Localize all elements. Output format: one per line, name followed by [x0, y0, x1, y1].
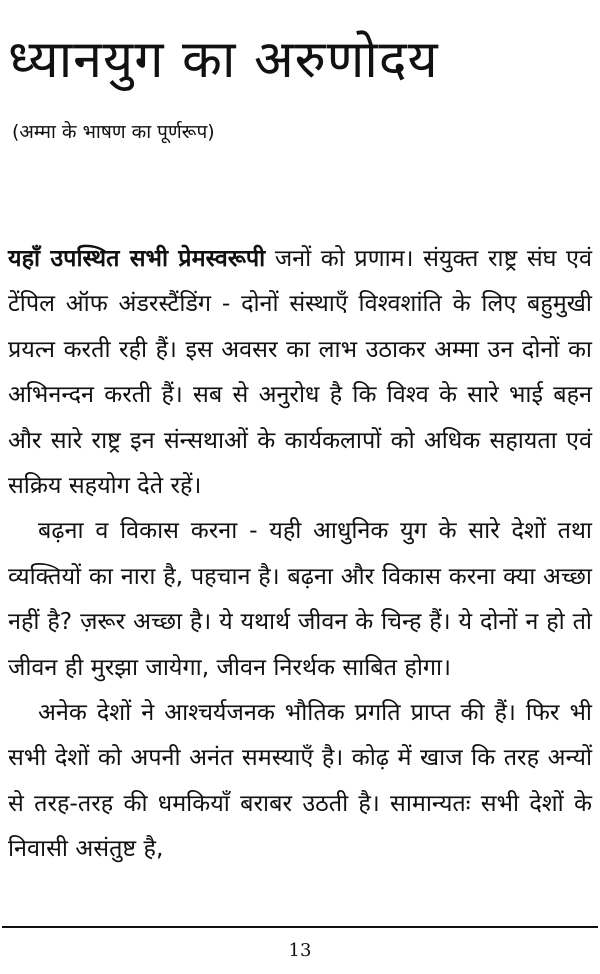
- paragraph-1: [8, 236, 592, 508]
- paragraph-lead-bold: यहाँ उपस्थित सभी प्रेमस्वरूपी: [8, 244, 266, 272]
- page-number: 13: [288, 940, 312, 961]
- chapter-title: ध्यानयुग का अरुणोदय: [8, 30, 439, 90]
- chapter-subtitle: (अम्मा के भाषण का पूर्णरूप): [12, 121, 215, 143]
- footer-divider: [2, 926, 598, 928]
- paragraph-2: बढ़ना व विकास करना - यही आधुनिक युग के सारे देशों तथा व्यक्तियों का नारा है, पहचान है। बढ़ना और विकास करना क्या अच्छा नहीं है? ज़रूर अच्छा है। ये यथार्थ जीवन के चिन्ह हैं। ये दोनों न हो तो जीवन ही मुरझा जायेगा, जीवन निरर्थक साबित होगा।: [8, 516, 592, 681]
- paragraph-text: जनों को प्रणाम। संयुक्त राष्ट्र संघ एवं टेंपिल ऑफ अंडरस्टैंडिंग - दोनों संस्थाएँ विश्वशांति के लिए बहुमुखी प्रयत्न करती रही हैं। इस अवसर का लाभ उठाकर अम्मा उन दोनों का अभिनन्दन करती हैं। सब से अनुरोध है कि विश्व के सारे भाई बहन और सारे राष्ट्र इन संन्सथाओं के कार्यकलापों को अधिक सहायता एवं सक्रिय सहयोग देते रहें।: [8, 244, 592, 500]
- paragraph-3: अनेक देशों ने आश्चर्यजनक भौतिक प्रगति प्राप्त की हैं। फिर भी सभी देशों को अपनी अनंत समस्याएँ है। कोढ़ में खाज कि तरह अन्यों से तरह-तरह की धमकियाँ बराबर उठती है। सामान्यतः सभी देशों के निवासी असंतुष्ट है,: [8, 698, 592, 863]
- body-text: [8, 236, 592, 872]
